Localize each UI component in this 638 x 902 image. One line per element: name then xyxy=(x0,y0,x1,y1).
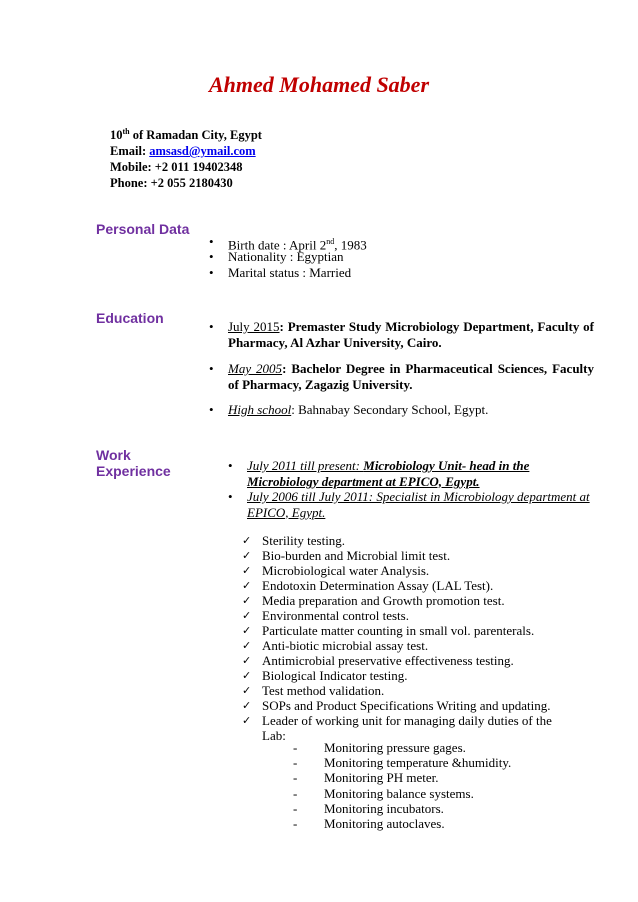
education-item: • July 2015: Premaster Study Microbiology Department, Faculty of Pharmacy, Al Azhar University, Cairo. xyxy=(209,319,594,350)
birth-date-item: • Birth date : April 2nd, 1983 xyxy=(209,234,367,253)
bullet-icon: • xyxy=(228,489,233,504)
duty-item: ✓ Test method validation. xyxy=(242,683,385,698)
checkmark-icon: ✓ xyxy=(242,624,252,637)
checkmark-icon: ✓ xyxy=(242,534,252,547)
checkmark-icon: ✓ xyxy=(242,654,252,667)
duty-item: ✓ Biological Indicator testing. xyxy=(242,668,408,683)
dash-icon: - xyxy=(293,800,298,816)
checkmark-icon: ✓ xyxy=(242,549,252,562)
email-line: Email: amsasd@ymail.com xyxy=(110,144,256,159)
duty-item: ✓ SOPs and Product Specifications Writing and updating. xyxy=(242,698,551,713)
duty-item: ✓ Bio-burden and Microbial limit test. xyxy=(242,548,451,563)
bullet-icon: • xyxy=(209,402,214,417)
section-personal-data: Personal Data xyxy=(96,221,190,237)
checkmark-icon: ✓ xyxy=(242,714,252,727)
candidate-name: Ahmed Mohamed Saber xyxy=(208,72,430,97)
job-previous: • July 2006 till July 2011: Specialist in Microbiology department at EPICO, Egypt. xyxy=(228,489,590,520)
mobile-line: Mobile: +2 011 19402348 xyxy=(110,160,243,175)
duty-item: Lab: xyxy=(262,728,286,743)
duty-item: ✓ Antimicrobial preservative effectiveness testing. xyxy=(242,653,514,668)
duty-item: ✓ Media preparation and Growth promotion test. xyxy=(242,593,505,608)
dash-icon: - xyxy=(293,770,298,786)
section-education: Education xyxy=(96,310,164,326)
checkmark-icon: ✓ xyxy=(242,579,252,592)
duty-item: ✓ Particulate matter counting in small vol. parenterals. xyxy=(242,623,535,638)
checkmark-icon: ✓ xyxy=(242,639,252,652)
checkmark-icon: ✓ xyxy=(242,699,252,712)
checkmark-icon: ✓ xyxy=(242,684,252,697)
bullet-icon: • xyxy=(228,458,233,473)
checkmark-icon: ✓ xyxy=(242,669,252,682)
marital-status-item: • Marital status : Married xyxy=(209,265,352,280)
job-current: • July 2011 till present: Microbiology Unit- head in the Microbiology department at EPICO, Egypt. xyxy=(228,458,530,489)
dash-icon: - xyxy=(293,816,298,831)
section-work-experience: Work Experience xyxy=(96,447,171,479)
duty-item: ✓ Leader of working unit for managing daily duties of the xyxy=(242,713,552,728)
nationality-item: • Nationality : Egyptian xyxy=(209,249,344,264)
duty-item: ✓ Microbiological water Analysis. xyxy=(242,563,430,578)
duty-item: ✓ Endotoxin Determination Assay (LAL Test). xyxy=(242,578,494,593)
bullet-icon: • xyxy=(209,234,214,249)
dash-icon: - xyxy=(293,785,298,801)
checkmark-icon: ✓ xyxy=(242,564,252,577)
dash-icon: - xyxy=(293,740,298,755)
bullet-icon: • xyxy=(209,361,214,376)
checkmark-icon: ✓ xyxy=(242,594,252,607)
bullet-icon: • xyxy=(209,319,214,334)
dash-icon: - xyxy=(293,755,298,771)
address-line: 10th of Ramadan City, Egypt xyxy=(110,127,262,143)
contact-block xyxy=(110,124,262,191)
duty-item: ✓ Sterility testing. xyxy=(242,533,346,548)
bullet-icon: • xyxy=(209,265,214,280)
education-item: • High school: Bahnabay Secondary School, Egypt. xyxy=(209,402,489,417)
email-link[interactable]: amsasd@ymail.com xyxy=(149,144,256,159)
duty-item: ✓ Anti-biotic microbial assay test. xyxy=(242,638,429,653)
education-item: • May 2005: Bachelor Degree in Pharmaceutical Sciences, Faculty of Pharmacy, Zagazig University. xyxy=(209,361,594,392)
duty-item: ✓ Environmental control tests. xyxy=(242,608,409,623)
checkmark-icon: ✓ xyxy=(242,609,252,622)
phone-line: Phone: +2 055 2180430 xyxy=(110,176,233,191)
bullet-icon: • xyxy=(209,249,214,264)
